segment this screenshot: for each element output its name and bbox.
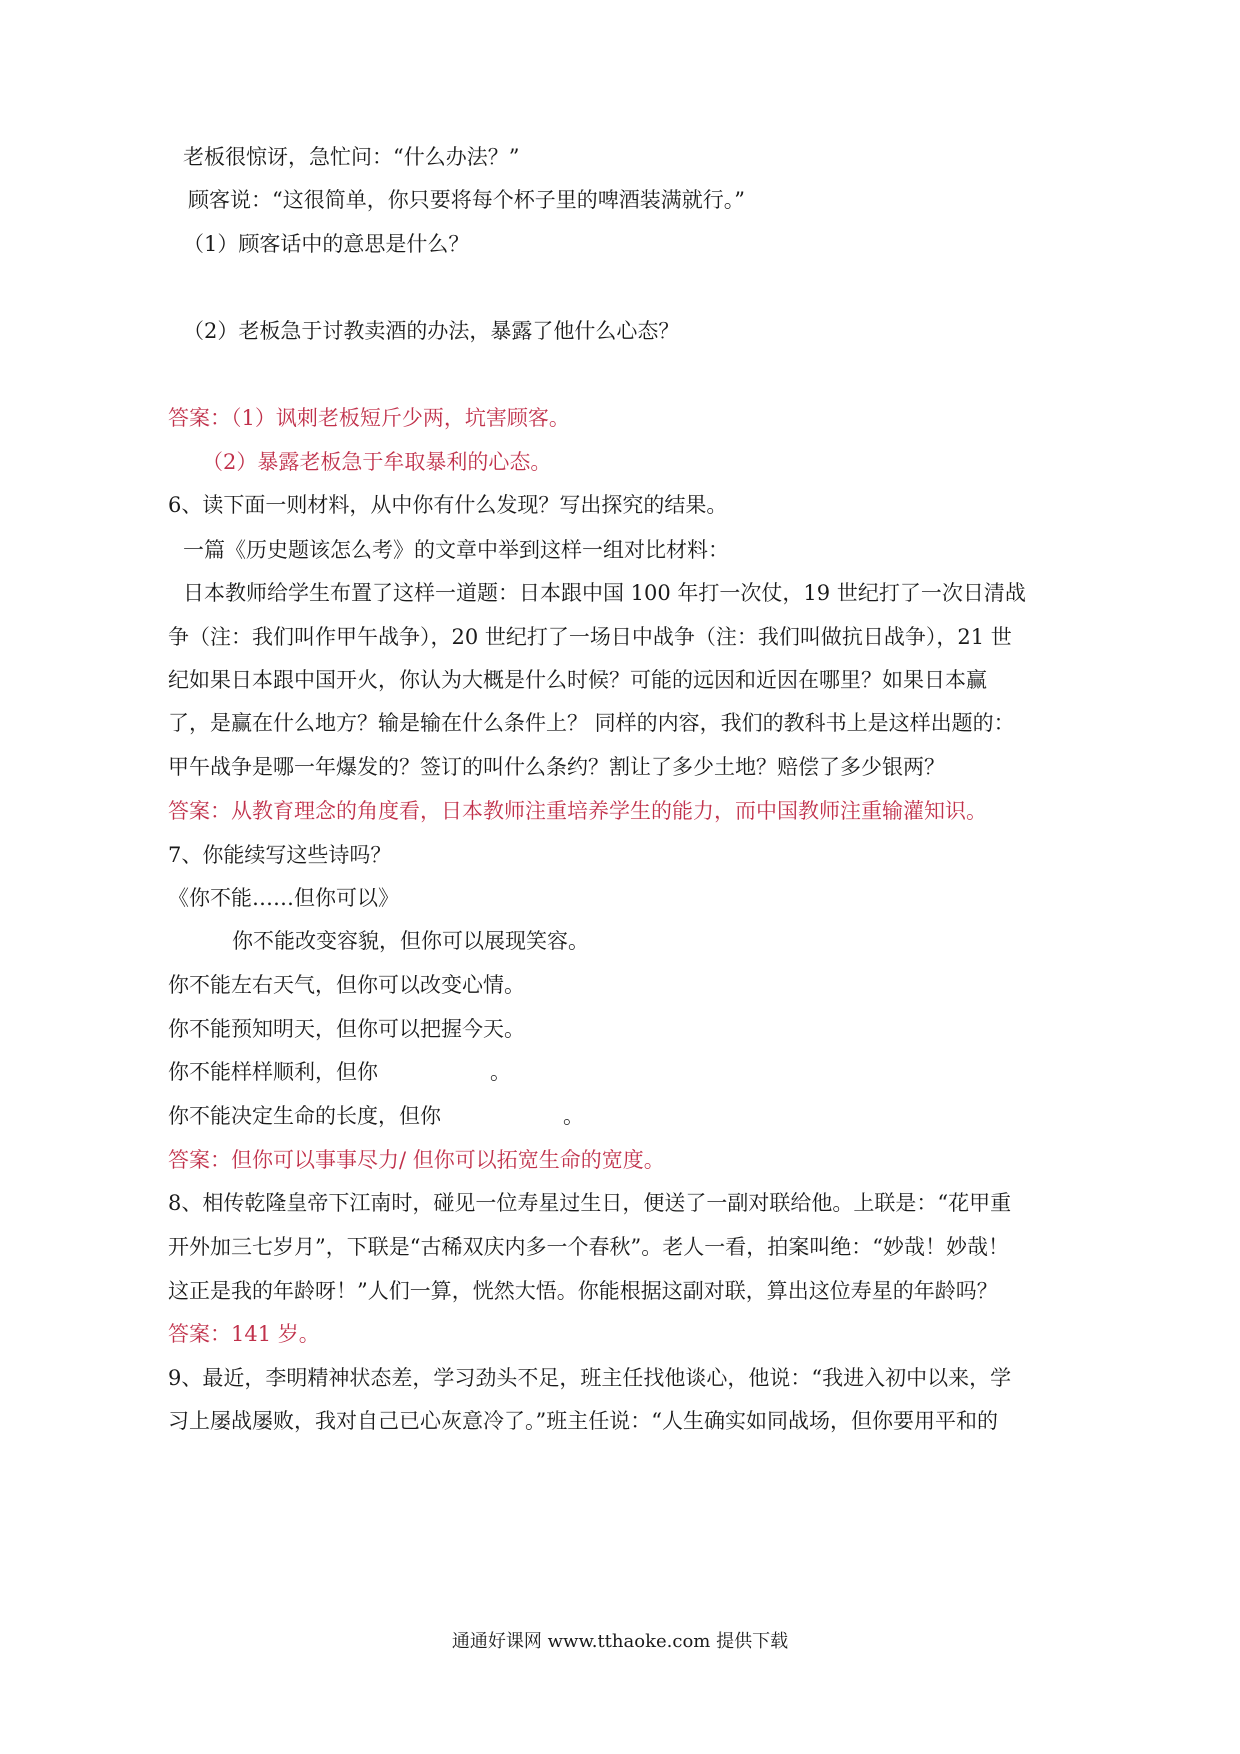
question-8-text: 这正是我的年龄呀！”人们一算，恍然大悟。你能根据这副对联，算出这位寿星的年龄吗？ (168, 1279, 998, 1303)
poem-line-prefix: 你不能决定生命的长度，但你 (168, 1104, 441, 1128)
answer-5-part-1: 答案：（1）讽刺老板短斤少两，坑害顾客。 (168, 406, 570, 430)
question-8-text: 8、相传乾隆皇帝下江南时，碰见一位寿星过生日，便送了一副对联给他。上联是：“花甲重 (168, 1191, 1012, 1215)
question-8-text: 开外加三七岁月”，下联是“古稀双庆内多一个春秋”。老人一看，拍案叫绝：“妙哉！妙哉！ (168, 1235, 1009, 1259)
poem-line: 你不能改变容貌，但你可以展现笑容。 (232, 929, 589, 953)
material-text: 争（注：我们叫作甲午战争），20 世纪打了一场日中战争（注：我们叫做抗日战争），21 世 (168, 625, 1012, 649)
material-text: 日本教师给学生布置了这样一道题：日本跟中国 100 年打一次仗，19 世纪打了一次日清战 (183, 581, 1026, 605)
question-1: （1）顾客话中的意思是什么？ (183, 232, 470, 256)
story-line: 老板很惊讶，急忙问：“什么办法？” (183, 145, 520, 169)
material-text: 甲午战争是哪一年爆发的？签订的叫什么条约？割让了多少土地？赔偿了多少银两？ (168, 755, 945, 779)
question-9-text: 习上屡战屡败，我对自己已心灰意冷了。”班主任说：“人生确实如同战场，但你要用平和的 (168, 1409, 998, 1433)
story-line: 顾客说：“这很简单，你只要将每个杯子里的啤酒装满就行。” (188, 188, 745, 212)
answer-5-part-2: （2）暴露老板急于牟取暴利的心态。 (202, 450, 552, 474)
poem-line-end: 。 (563, 1104, 584, 1128)
poem-line-prefix: 你不能样样顺利，但你 (168, 1060, 378, 1084)
material-text: 了，是赢在什么地方？输是输在什么条件上？ 同样的内容，我们的教科书上是这样出题的： (168, 711, 1015, 735)
material-text: 纪如果日本跟中国开火，你认为大概是什么时候？可能的远因和近因在哪里？如果日本赢 (168, 668, 987, 692)
poem-line-end: 。 (490, 1060, 511, 1084)
material-intro: 一篇《历史题该怎么考》的文章中举到这样一组对比材料： (183, 538, 729, 562)
poem-title: 《你不能……但你可以》 (168, 886, 399, 910)
question-6-title: 6、读下面一则材料，从中你有什么发现？写出探究的结果。 (168, 493, 728, 517)
answer-6: 答案：从教育理念的角度看，日本教师注重培养学生的能力，而中国教师注重输灌知识。 (168, 799, 987, 823)
poem-line: 你不能左右天气，但你可以改变心情。 (168, 973, 525, 997)
poem-line-blank (168, 1101, 584, 1131)
poem-line: 你不能预知明天，但你可以把握今天。 (168, 1017, 525, 1041)
question-7-title: 7、你能续写这些诗吗？ (168, 843, 392, 867)
poem-line-blank (168, 1057, 511, 1087)
question-9-text: 9、最近，李明精神状态差，学习劲头不足，班主任找他谈心，他说：“我进入初中以来，学 (168, 1366, 1012, 1390)
question-2: （2）老板急于讨教卖酒的办法，暴露了他什么心态？ (183, 319, 680, 343)
answer-7: 答案：但你可以事事尽力/ 但你可以拓宽生命的宽度。 (168, 1148, 665, 1172)
page-footer: 通通好课网 www.tthaoke.com 提供下载 (451, 1631, 789, 1652)
answer-8: 答案：141 岁。 (168, 1322, 320, 1346)
